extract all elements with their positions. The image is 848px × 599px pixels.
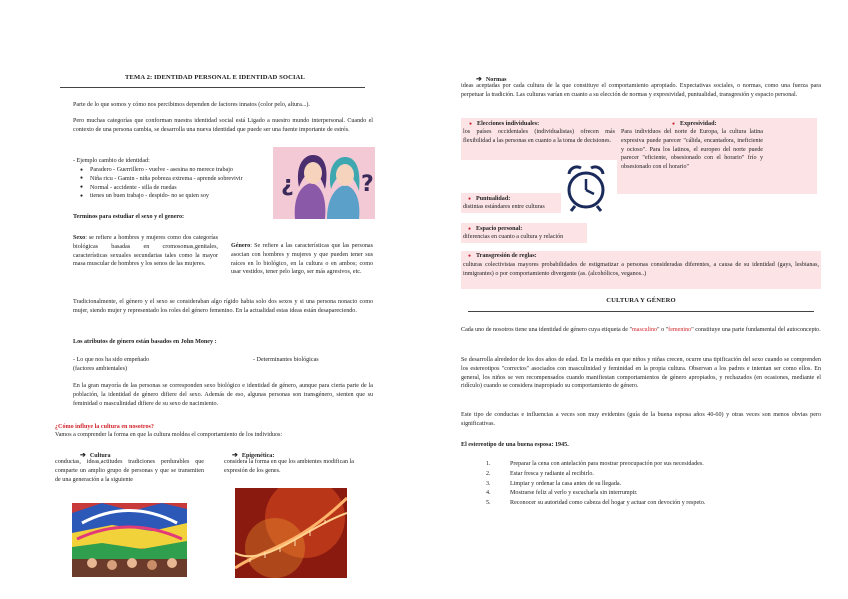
paragraph-traditional: Tradicionalmente, el género y el sexo se consideraban algo rígido habia solo dos sexos y si una persona nonacio como mujer, siendo mujer y representado los roles del género femenino. En la actualidad estas ideas están desapareciendo. xyxy=(73,299,373,314)
culture-question: ¿Cómo influye la cultura en nosotros? xyxy=(55,424,154,430)
list-text: Reconocer su autoridad como cabeza del hogar y actuar con devoción y respeto. xyxy=(510,500,706,507)
list-item: ● Niña ricu - Gamin - niña pobreza extrema - aprende sobrevivir xyxy=(80,175,280,184)
alarm-clock-icon xyxy=(561,164,611,212)
dna-svg xyxy=(235,488,347,578)
espacio-text: diferencias en cuanto a cultura y relación xyxy=(463,234,564,240)
list-text: Estar fresca y radiante al recibirlo. xyxy=(510,470,594,477)
sexo-label: Sexo xyxy=(73,235,86,241)
cg-text-c: " constituye una parte fundamental del autoconcepto. xyxy=(691,327,821,333)
list-item xyxy=(486,489,816,498)
list-text: Limpiar y ordenar la casa antes de su llegada. xyxy=(510,480,622,487)
list-item: ● tienes un buen trabajo - despido- no se quien soy xyxy=(80,192,280,201)
arrow-right-icon: ➔ xyxy=(232,451,238,459)
normas-label: Normas xyxy=(485,77,507,83)
list-number: 4. xyxy=(486,490,491,497)
culture-crowd-svg xyxy=(72,503,187,577)
espacio-label: Espacio personal: xyxy=(476,226,523,232)
list-item: ● Paradero - Guerrillero - vuelve - asesina no merece trabajo xyxy=(80,166,280,175)
puntualidad-text: distintas estándares entre culturas xyxy=(463,204,545,210)
cg-paragraph-development: Se desarrolla alrededor de los dos años de edad. En la medida en que niños y niñas crecen, ocurre una tipificación del sexo cuando se comprenden los estereotipos "correctos" asociados con masculinidad y feminidad en la propia cultura. Observan a los padres e intentan ser como ellos. En general, los niños se ven recompensados cuando manifiestan comportamientos de género apropiados, y rechazados (en ocasiones, mediante el ridículo) cuando se considera inapropiado su comportamiento de género. xyxy=(461,357,821,390)
example-list xyxy=(80,166,280,201)
section-title: CULTURA Y GÉNERO xyxy=(606,297,676,304)
arrow-right-icon: ➔ xyxy=(80,451,86,459)
list-item xyxy=(486,480,816,489)
femenino-keyword: femenino xyxy=(668,327,692,333)
list-item xyxy=(486,499,816,508)
money-factor-left-note: (factores ambientales) xyxy=(73,366,127,372)
money-heading: Los atributos de género están basados en John Money : xyxy=(73,339,217,345)
arrow-right-icon: ➔ xyxy=(476,75,482,83)
genero-label: Género xyxy=(231,243,251,249)
page-title: TEMA 2: IDENTIDAD PERSONAL E IDENTIDAD SOCIAL xyxy=(125,74,305,81)
list-number: 5. xyxy=(486,500,491,507)
epigenetica-definition: considera la forma en que los ambientes modifican la expresión de los genes. xyxy=(224,459,354,474)
transgresion-text: culturas colectivistas mayores probabilidades de estigmatizar a personas consideradas diferentes, a causa de su identidad (gays, lesbianas, inmigrantes) o por comportamiento divergente (as. (alcohólicos, veganos..) xyxy=(463,262,819,277)
genero-text: : Se refiere a las características que las personas asocian con hombres y mujeres y que pueden tener sus raíces en lo biológico, en la cultura o en ambos; como usar vestidos, tener pelo largo, ser más agresivos, etc. xyxy=(231,243,373,276)
sexo-definition xyxy=(73,234,218,269)
terms-heading: Terminos para estudiar el sexo y el genero: xyxy=(73,214,185,220)
stereotype-heading: El estereotipo de una buena esposa: 1945. xyxy=(461,442,569,448)
right-page xyxy=(424,0,848,599)
women-illustration xyxy=(273,147,375,219)
example-heading: - Ejemplo cambio de identidad: xyxy=(73,158,150,164)
elecciones-label: Elecciones individuales: xyxy=(477,121,540,127)
list-item xyxy=(486,460,816,469)
culture-crowd-image xyxy=(72,503,187,577)
list-item: ● Normal - accidente - silla de ruedas xyxy=(80,184,280,193)
stereotype-list xyxy=(486,460,816,508)
expresividad-text: Para individuos del norte de Europa, la cultura latina expresiva puede parecer "cálida, encantadora, ineficiente y ocioso". Para los latinos, el europeo del norte puede parecer "eficiente, obsesionado con el horario" frío y obsesionado con el horario" xyxy=(621,129,763,171)
title-underline xyxy=(60,87,365,88)
cg-text-a: Cada uno de nosotros tiene una identidad de género cuya etiqueta de " xyxy=(461,327,633,333)
paragraph-identity: Pero muchas categorías que conforman nuestra identidad social está Ligado a nuestro mundo interpersonal. Cuando el contexto de una persona cambia, se desarrolla una nueva identidad que puede ser una fuente importante de estrés. xyxy=(73,118,373,133)
list-text: Mostrarse feliz al verlo y escucharla sin interrumpir. xyxy=(510,490,638,497)
transgresion-label: Transgresión de reglas: xyxy=(476,253,537,259)
cultura-label: Cultura xyxy=(89,453,111,459)
bullet-dot-icon: ● xyxy=(672,122,676,127)
sexo-text: : se refiere a hombres y mujeres como dos categorías biológicas basadas en cromosomas,genitales, características sexuales secundarias tales como la mayor masa muscular de hombres y los senos de las mujeres. xyxy=(73,235,218,268)
genero-definition xyxy=(231,242,373,277)
list-item xyxy=(486,470,816,479)
intro-text: Parte de lo que somos y cómo nos percibimos dependen de factores innatos (color pelo, altura...). xyxy=(73,102,310,108)
women-illustration-svg xyxy=(273,147,375,219)
cultura-definition: conductas, ideas,actitudes tradiciones perdurables que comparte un amplio grupo de personas y que se transmiten de una generación a la siguiente xyxy=(55,459,204,483)
bullet-dot-icon: ● xyxy=(468,197,472,202)
bullet-dot-icon: ● xyxy=(468,254,472,259)
elecciones-text: los países occidentales (individualistas) ofrecen más flexibilidad a las personas en cuanto a la toma de decisiones. xyxy=(463,129,615,144)
alarm-clock-svg xyxy=(561,164,611,212)
list-text: Preparar la cena con antelación para mostrar preocupación por sus necesidades. xyxy=(510,461,704,467)
culture-question-sub: Vamos a comprender la forma en que la cultura moldea el comportamiento de los individuos: xyxy=(55,432,283,438)
expresividad-label: Expresividad: xyxy=(680,121,717,127)
bullet-dot-icon: ● xyxy=(469,122,473,127)
masculino-keyword: masculino xyxy=(632,327,658,333)
epigenetica-label: Epigenética: xyxy=(241,453,275,459)
cg-paragraph-influences: Este tipo de conductas e influencias a veces son muy evidentes (guía de la buena esposa años 40-60) y otras veces son menos obvias pero significativas. xyxy=(461,412,821,427)
puntualidad-label: Puntualidad: xyxy=(476,196,511,202)
epigenetics-dna-image xyxy=(235,488,347,578)
cg-paragraph-identity xyxy=(461,326,821,335)
list-number: 2. xyxy=(486,470,491,477)
list-number: 1. xyxy=(486,461,491,467)
normas-definition: ideas aceptadas por cada cultura de la que constituye el comportamiento apropiado. Expectativas sociales, o normas, como una fuerza para perpetuar la tradición. Las culturas varían en cuanto a su elección de normas y expresividad, puntualidad, transgresión y espacio personal. xyxy=(461,83,821,98)
transgresion-heading xyxy=(468,252,668,261)
cg-text-b: " o " xyxy=(657,327,669,333)
bullet-dot-icon: ● xyxy=(468,227,472,232)
money-factor-left: - Lo que nos ha sido empeñado xyxy=(73,357,150,363)
money-factor-right: - Determinantes biológicas xyxy=(253,357,319,363)
list-number: 3. xyxy=(486,480,491,487)
question-icon: ¿ xyxy=(281,172,294,197)
paragraph-majority: En la gran mayoría de las personas se corresponden sexo biológico e identidad de género, aunque para cierta parte de la población, la identidad de género difiere del sexo. Además de eso, algunas personas son transgénero, sienten que su feminidad o masculinidad difiere de su sexo de nacimiento. xyxy=(73,383,373,407)
section-title-underline xyxy=(468,311,814,312)
question-icon: ? xyxy=(361,172,374,197)
